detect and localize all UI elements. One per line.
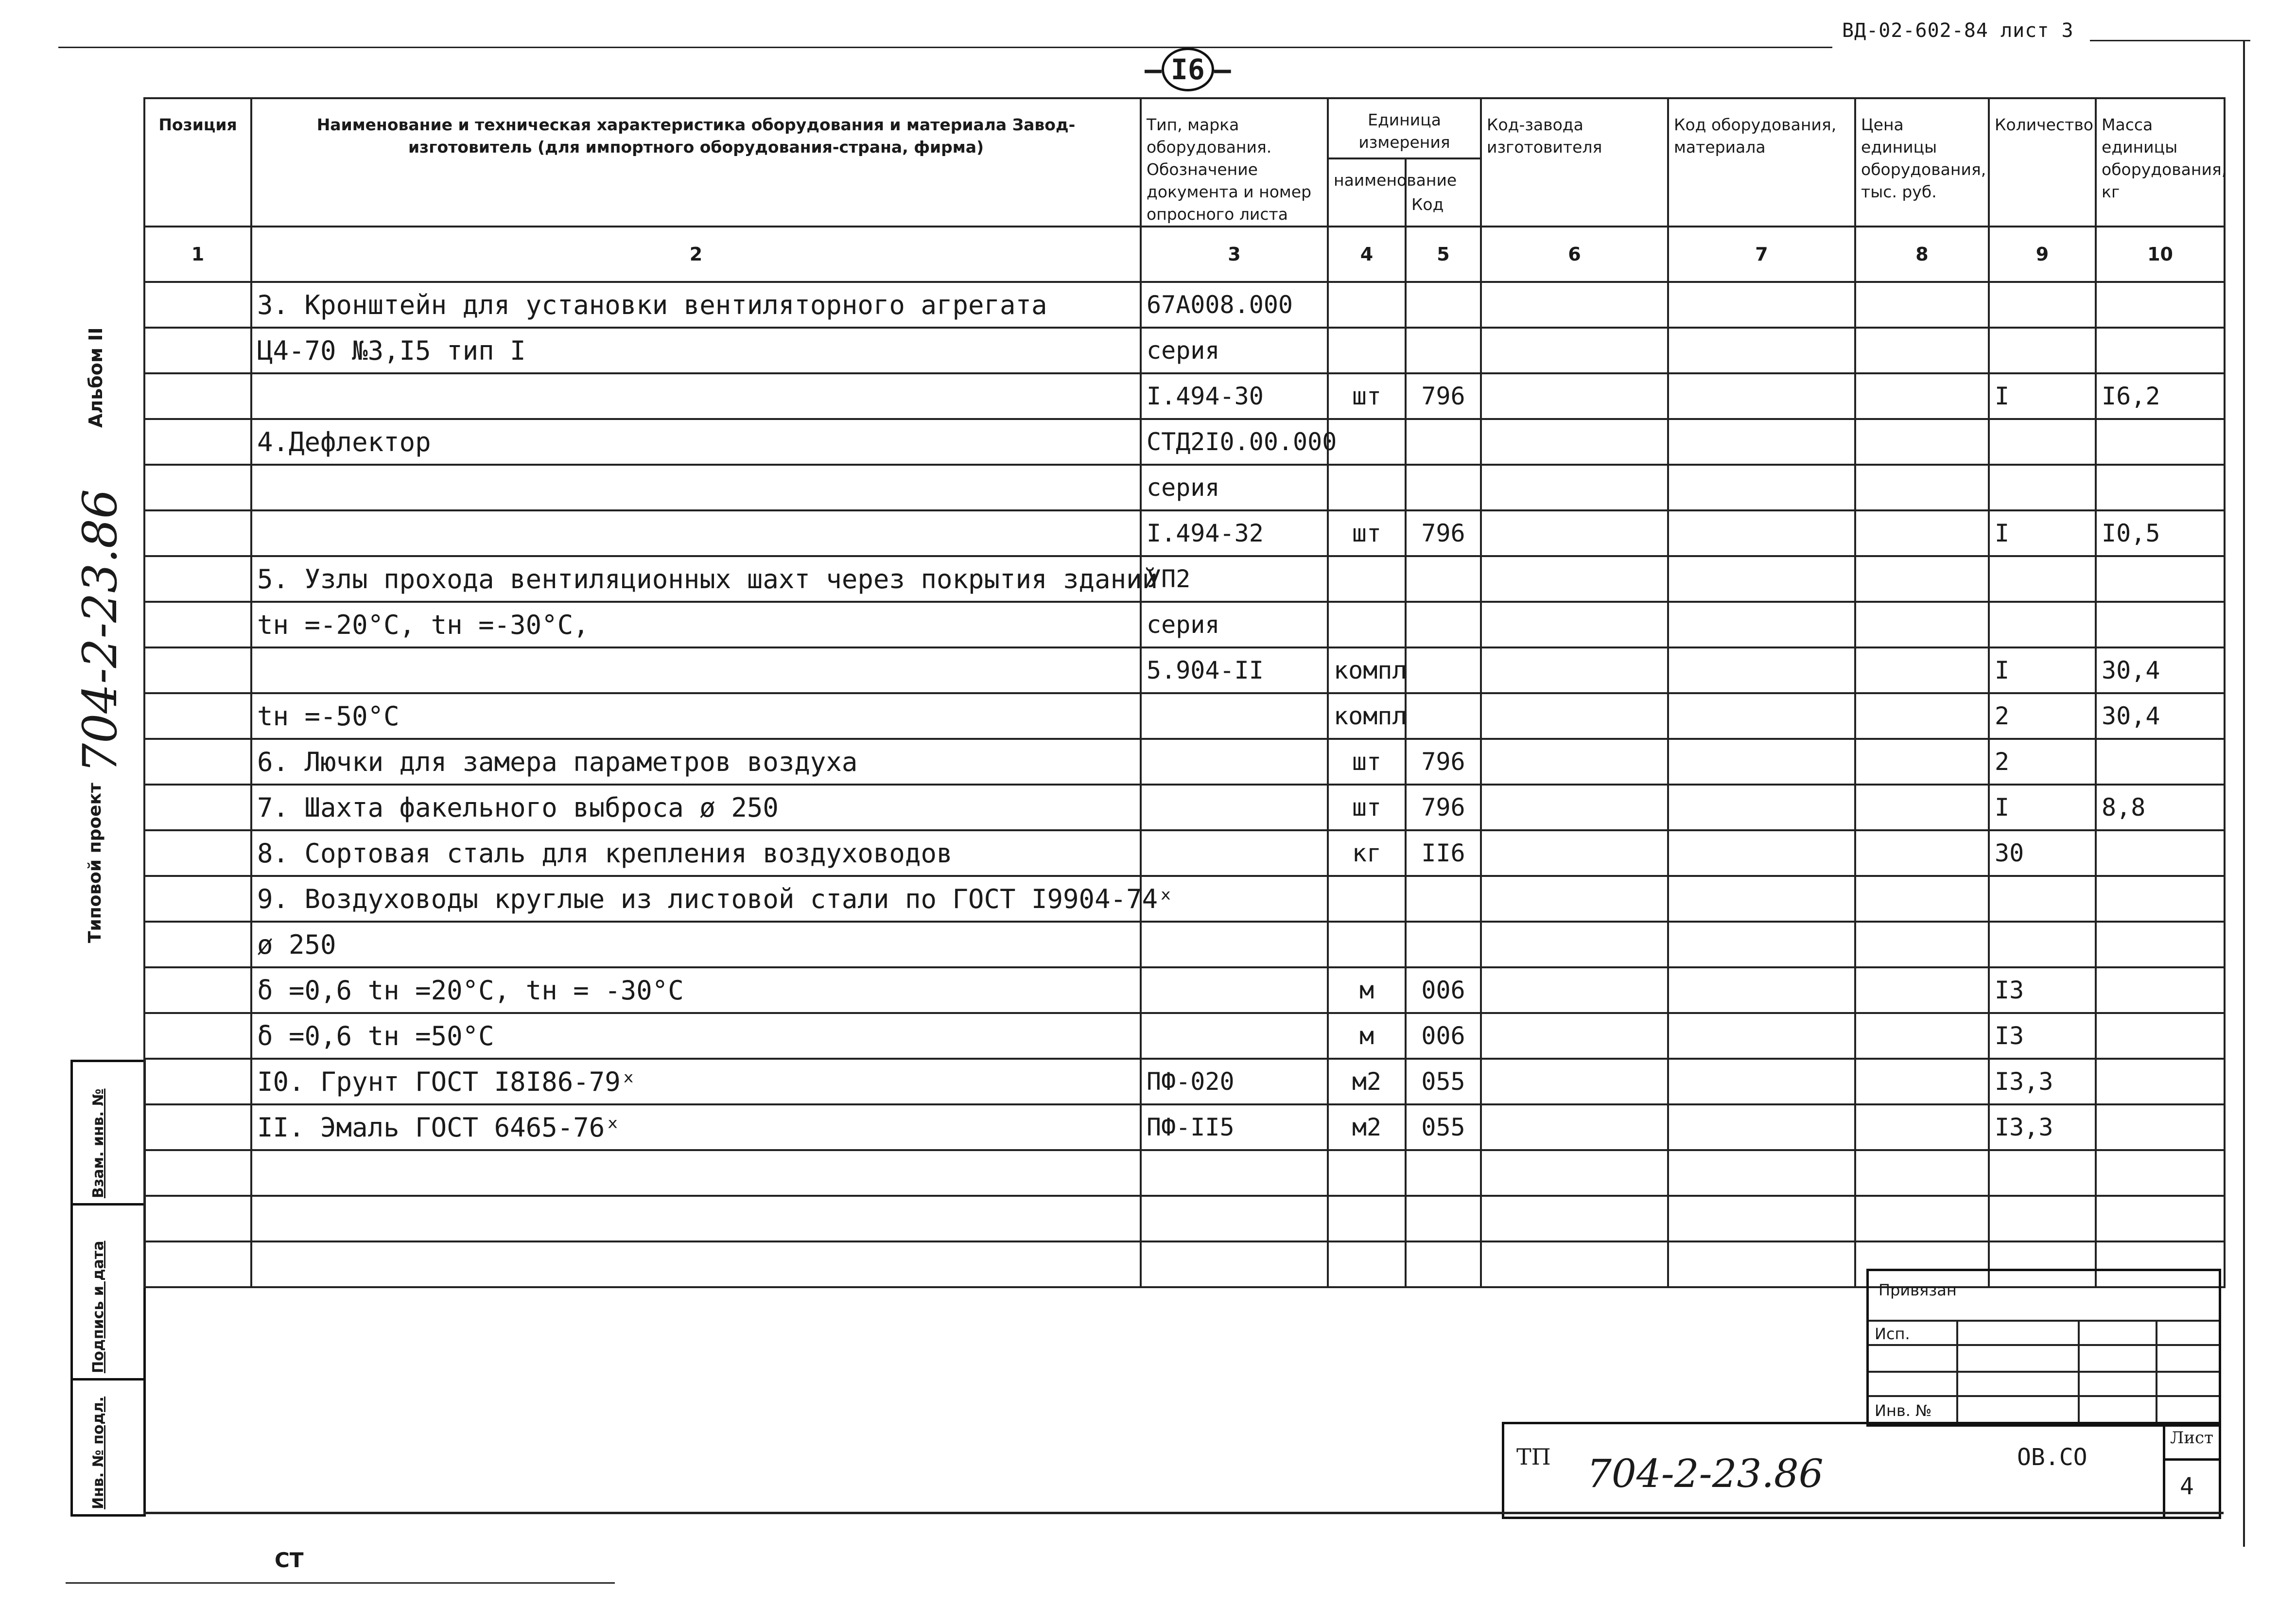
- title-tp: ТП: [1516, 1444, 1551, 1470]
- cell-unit-code: 796: [1406, 785, 1481, 830]
- header-maker-code: Код-завода изготовителя: [1481, 98, 1668, 227]
- cell-type: [1141, 1196, 1328, 1241]
- cell-unit-code: II6: [1406, 830, 1481, 876]
- cell-price: [1855, 922, 1989, 967]
- cell-maker-code: [1481, 1150, 1668, 1196]
- cell-qty: [1989, 328, 2096, 373]
- cell-unit-name: шт: [1328, 373, 1406, 419]
- col-num: 3: [1141, 227, 1328, 282]
- table-row: [144, 419, 2225, 465]
- table-row: [144, 510, 2225, 556]
- cell-position: [144, 922, 251, 967]
- cell-name: [251, 1196, 1141, 1241]
- col-num: 8: [1855, 227, 1989, 282]
- cell-maker-code: [1481, 556, 1668, 602]
- cell-price: [1855, 373, 1989, 419]
- table-row: [144, 739, 2225, 785]
- cell-price: [1855, 693, 1989, 739]
- cell-position: [144, 282, 251, 328]
- album-label: Альбом II: [85, 327, 106, 428]
- cell-unit-code: [1406, 693, 1481, 739]
- project-label: Типовой проект: [85, 783, 105, 943]
- cell-name: 9. Воздуховоды круглые из листовой стали по ГОСТ I9904-74ˣ: [251, 876, 1141, 922]
- cell-unit-name: шт: [1328, 739, 1406, 785]
- cell-equip-code: [1668, 1104, 1855, 1150]
- cell-position: [144, 967, 251, 1013]
- cell-mass: [2096, 602, 2225, 647]
- cell-type: серия: [1141, 602, 1328, 647]
- cell-unit-code: [1406, 419, 1481, 465]
- cell-qty: [1989, 282, 2096, 328]
- cell-unit-code: [1406, 647, 1481, 693]
- cell-qty: [1989, 556, 2096, 602]
- cell-equip-code: [1668, 967, 1855, 1013]
- column-number-row: [144, 227, 2225, 282]
- cell-type: [1141, 1241, 1328, 1287]
- cell-price: [1855, 876, 1989, 922]
- cell-mass: [2096, 1150, 2225, 1196]
- cell-position: [144, 373, 251, 419]
- header-unit-name: наименование: [1328, 158, 1406, 227]
- cell-name: tн =-50°С: [251, 693, 1141, 739]
- cell-unit-name: [1328, 1241, 1406, 1287]
- cell-price: [1855, 602, 1989, 647]
- cell-type: УП2: [1141, 556, 1328, 602]
- cell-mass: [2096, 419, 2225, 465]
- cell-mass: [2096, 830, 2225, 876]
- format-label: СТ: [275, 1548, 304, 1572]
- col-num: 7: [1668, 227, 1855, 282]
- cell-equip-code: [1668, 785, 1855, 830]
- cell-name: ø 250: [251, 922, 1141, 967]
- cell-position: [144, 693, 251, 739]
- cell-unit-name: компл: [1328, 693, 1406, 739]
- table-row: [144, 465, 2225, 510]
- cell-unit-name: [1328, 328, 1406, 373]
- cell-position: [144, 1013, 251, 1059]
- table-row: [144, 602, 2225, 647]
- top-rule-right: [2090, 40, 2250, 41]
- page-number-circle: I6: [1162, 48, 1214, 91]
- sheet-separator: [2165, 1458, 2219, 1461]
- cell-unit-code: [1406, 1241, 1481, 1287]
- cell-name: 8. Сортовая сталь для крепления воздуховодов: [251, 830, 1141, 876]
- margin-stamp: [70, 1060, 146, 1517]
- project-number-handwritten: 704-2-23.86: [73, 489, 127, 773]
- col-num: 4: [1328, 227, 1406, 282]
- table-row: [144, 922, 2225, 967]
- header-qty: Количество: [1989, 98, 2096, 227]
- cell-unit-code: 055: [1406, 1104, 1481, 1150]
- cell-unit-code: [1406, 876, 1481, 922]
- cell-unit-name: [1328, 465, 1406, 510]
- specification-table: [143, 97, 2227, 1252]
- cell-price: [1855, 1013, 1989, 1059]
- cell-unit-name: [1328, 1150, 1406, 1196]
- table-row: [144, 830, 2225, 876]
- cell-type: ПФ-020: [1141, 1059, 1328, 1104]
- cell-maker-code: [1481, 510, 1668, 556]
- cell-maker-code: [1481, 1104, 1668, 1150]
- margin-cell-replace: Взам. инв. №: [90, 1088, 107, 1198]
- cell-maker-code: [1481, 785, 1668, 830]
- margin-sep: [73, 1203, 143, 1206]
- cell-mass: 30,4: [2096, 693, 2225, 739]
- col-num: 10: [2096, 227, 2225, 282]
- title-project-number: 704-2-23.86: [1587, 1451, 1824, 1496]
- cell-price: [1855, 556, 1989, 602]
- cell-qty: I3,3: [1989, 1104, 2096, 1150]
- table-row: [144, 967, 2225, 1013]
- cell-unit-name: [1328, 556, 1406, 602]
- cell-unit-name: м: [1328, 967, 1406, 1013]
- cell-type: [1141, 830, 1328, 876]
- cell-position: [144, 830, 251, 876]
- cell-position: [144, 328, 251, 373]
- table-row: [144, 785, 2225, 830]
- cell-equip-code: [1668, 693, 1855, 739]
- cell-unit-code: 055: [1406, 1059, 1481, 1104]
- approval-title: Привязан: [1879, 1281, 1957, 1299]
- header-mass: Масса единицы оборудования, кг: [2096, 98, 2225, 227]
- sheet-box: [2163, 1424, 2219, 1517]
- cell-position: [144, 556, 251, 602]
- cell-name: 6. Лючки для замера параметров воздуха: [251, 739, 1141, 785]
- cell-qty: [1989, 602, 2096, 647]
- cell-qty: 2: [1989, 739, 2096, 785]
- cell-position: [144, 739, 251, 785]
- cell-position: [144, 465, 251, 510]
- cell-maker-code: [1481, 328, 1668, 373]
- document-code: ВД-02-602-84 лист 3: [1842, 19, 2074, 42]
- approval-inv: Инв. №: [1875, 1401, 1932, 1420]
- cell-qty: I3: [1989, 1013, 2096, 1059]
- cell-equip-code: [1668, 1150, 1855, 1196]
- cell-equip-code: [1668, 830, 1855, 876]
- cell-equip-code: [1668, 556, 1855, 602]
- cell-equip-code: [1668, 328, 1855, 373]
- cell-maker-code: [1481, 282, 1668, 328]
- cell-name: [251, 510, 1141, 556]
- cell-unit-name: шт: [1328, 785, 1406, 830]
- cell-price: [1855, 1196, 1989, 1241]
- col-num: 5: [1406, 227, 1481, 282]
- cell-price: [1855, 1059, 1989, 1104]
- header-name: Наименование и техническая характеристика оборудования и материала Завод-изготовитель (для импортного оборудования-страна, фирма): [251, 98, 1141, 227]
- approval-line: [1869, 1320, 2219, 1322]
- cell-qty: [1989, 419, 2096, 465]
- cell-mass: 30,4: [2096, 647, 2225, 693]
- table-row: [144, 693, 2225, 739]
- cell-price: [1855, 647, 1989, 693]
- cell-mass: [2096, 465, 2225, 510]
- title-doc-code: ОВ.СО: [2017, 1444, 2087, 1471]
- cell-price: [1855, 328, 1989, 373]
- cell-unit-name: [1328, 1196, 1406, 1241]
- cell-type: 67А008.000: [1141, 282, 1328, 328]
- cell-unit-code: [1406, 282, 1481, 328]
- table-row: [144, 1059, 2225, 1104]
- cell-type: ПФ-II5: [1141, 1104, 1328, 1150]
- cell-equip-code: [1668, 465, 1855, 510]
- cell-name: [251, 1150, 1141, 1196]
- cell-unit-name: [1328, 922, 1406, 967]
- cell-name: [251, 1241, 1141, 1287]
- cell-type: [1141, 1013, 1328, 1059]
- cell-unit-name: [1328, 602, 1406, 647]
- margin-cell-sign: Подпись и дата: [90, 1241, 107, 1373]
- cell-maker-code: [1481, 1013, 1668, 1059]
- cell-type: [1141, 785, 1328, 830]
- cell-position: [144, 1150, 251, 1196]
- cell-unit-name: м2: [1328, 1104, 1406, 1150]
- top-rule: [58, 47, 1832, 48]
- table-row: [144, 328, 2225, 373]
- cell-name: Ц4-70 №3,I5 тип I: [251, 328, 1141, 373]
- cell-type: серия: [1141, 328, 1328, 373]
- cell-price: [1855, 830, 1989, 876]
- cell-equip-code: [1668, 1059, 1855, 1104]
- bottom-rule: [143, 1512, 2224, 1514]
- cell-unit-name: кг: [1328, 830, 1406, 876]
- cell-position: [144, 647, 251, 693]
- col-num: 6: [1481, 227, 1668, 282]
- cell-equip-code: [1668, 1013, 1855, 1059]
- approval-line: [1869, 1371, 2219, 1373]
- cell-maker-code: [1481, 1196, 1668, 1241]
- cell-equip-code: [1668, 1241, 1855, 1287]
- header-unit: Единица измерения: [1328, 98, 1481, 158]
- cell-maker-code: [1481, 1241, 1668, 1287]
- cell-name: 5. Узлы прохода вентиляционных шахт через покрытия зданий: [251, 556, 1141, 602]
- table-row: [144, 647, 2225, 693]
- cell-name: 4.Дефлектор: [251, 419, 1141, 465]
- col-num: 2: [251, 227, 1141, 282]
- cell-mass: [2096, 556, 2225, 602]
- cell-position: [144, 419, 251, 465]
- cell-unit-code: 796: [1406, 373, 1481, 419]
- cell-name: δ =0,6 tн =50°С: [251, 1013, 1141, 1059]
- table-row: [144, 1196, 2225, 1241]
- cell-mass: [2096, 922, 2225, 967]
- cell-position: [144, 785, 251, 830]
- cell-unit-name: м: [1328, 1013, 1406, 1059]
- cell-qty: [1989, 1150, 2096, 1196]
- header-row: [144, 98, 2225, 158]
- cell-mass: [2096, 328, 2225, 373]
- cell-type: I.494-30: [1141, 373, 1328, 419]
- cell-maker-code: [1481, 1059, 1668, 1104]
- cell-mass: [2096, 967, 2225, 1013]
- cell-name: [251, 465, 1141, 510]
- cell-name: I0. Грунт ГОСТ I8I86-79ˣ: [251, 1059, 1141, 1104]
- cell-position: [144, 602, 251, 647]
- cell-equip-code: [1668, 1196, 1855, 1241]
- cell-type: серия: [1141, 465, 1328, 510]
- cell-name: 7. Шахта факельного выброса ø 250: [251, 785, 1141, 830]
- table-body: [144, 282, 2225, 1287]
- cell-name: II. Эмаль ГОСТ 6465-76ˣ: [251, 1104, 1141, 1150]
- cell-qty: I3,3: [1989, 1059, 2096, 1104]
- cell-maker-code: [1481, 602, 1668, 647]
- cell-mass: I0,5: [2096, 510, 2225, 556]
- approval-col: [1956, 1320, 1958, 1424]
- title-block: [1502, 1422, 2221, 1519]
- cell-name: δ =0,6 tн =20°С, tн = -30°С: [251, 967, 1141, 1013]
- header-price: Цена единицы оборудования, тыс. руб.: [1855, 98, 1989, 227]
- cell-position: [144, 876, 251, 922]
- cell-unit-name: шт: [1328, 510, 1406, 556]
- cell-maker-code: [1481, 922, 1668, 967]
- header-position: Позиция: [144, 98, 251, 227]
- cell-qty: I: [1989, 373, 2096, 419]
- cell-maker-code: [1481, 739, 1668, 785]
- cell-equip-code: [1668, 282, 1855, 328]
- cell-mass: I6,2: [2096, 373, 2225, 419]
- cell-equip-code: [1668, 373, 1855, 419]
- cell-maker-code: [1481, 693, 1668, 739]
- table-row: [144, 556, 2225, 602]
- cell-unit-code: [1406, 922, 1481, 967]
- cell-price: [1855, 419, 1989, 465]
- cell-unit-code: 006: [1406, 1013, 1481, 1059]
- cell-unit-name: компл: [1328, 647, 1406, 693]
- margin-cell-inv: Инв. № подл.: [90, 1396, 107, 1509]
- approval-line: [1869, 1344, 2219, 1346]
- cell-maker-code: [1481, 419, 1668, 465]
- cell-equip-code: [1668, 739, 1855, 785]
- cell-price: [1855, 465, 1989, 510]
- cell-unit-name: [1328, 419, 1406, 465]
- cell-unit-code: 796: [1406, 510, 1481, 556]
- header-unit-code: Код: [1406, 158, 1481, 227]
- approval-col: [2156, 1320, 2157, 1424]
- col-num: 9: [1989, 227, 2096, 282]
- cell-type: СТД2I0.00.000: [1141, 419, 1328, 465]
- cell-mass: [2096, 739, 2225, 785]
- cell-unit-name: м2: [1328, 1059, 1406, 1104]
- table-row: [144, 1104, 2225, 1150]
- cell-equip-code: [1668, 510, 1855, 556]
- cell-type: [1141, 739, 1328, 785]
- approval-col: [2078, 1320, 2080, 1424]
- cell-position: [144, 1059, 251, 1104]
- cell-qty: [1989, 1196, 2096, 1241]
- cell-qty: I: [1989, 510, 2096, 556]
- footer-rule: [66, 1582, 615, 1584]
- cell-price: [1855, 967, 1989, 1013]
- cell-price: [1855, 282, 1989, 328]
- cell-price: [1855, 510, 1989, 556]
- cell-maker-code: [1481, 373, 1668, 419]
- approval-isp: Исп.: [1875, 1325, 1910, 1343]
- cell-mass: 8,8: [2096, 785, 2225, 830]
- cell-type: [1141, 967, 1328, 1013]
- cell-qty: [1989, 876, 2096, 922]
- cell-unit-code: [1406, 465, 1481, 510]
- cell-unit-code: [1406, 602, 1481, 647]
- cell-position: [144, 1104, 251, 1150]
- table-row: [144, 1013, 2225, 1059]
- cell-type: [1141, 1150, 1328, 1196]
- right-border: [2243, 40, 2245, 1547]
- cell-mass: [2096, 1059, 2225, 1104]
- sheet-number: 4: [2180, 1473, 2194, 1500]
- cell-price: [1855, 1150, 1989, 1196]
- cell-type: [1141, 922, 1328, 967]
- cell-price: [1855, 739, 1989, 785]
- cell-maker-code: [1481, 876, 1668, 922]
- table-row: [144, 282, 2225, 328]
- cell-unit-code: [1406, 328, 1481, 373]
- cell-maker-code: [1481, 830, 1668, 876]
- cell-name: 3. Кронштейн для установки вентиляторного агрегата: [251, 282, 1141, 328]
- table-row: [144, 1150, 2225, 1196]
- cell-mass: [2096, 282, 2225, 328]
- cell-maker-code: [1481, 465, 1668, 510]
- cell-type: [1141, 693, 1328, 739]
- approval-block: [1866, 1269, 2221, 1427]
- cell-maker-code: [1481, 647, 1668, 693]
- cell-price: [1855, 1104, 1989, 1150]
- cell-mass: [2096, 1196, 2225, 1241]
- cell-type: 5.904-II: [1141, 647, 1328, 693]
- cell-unit-code: [1406, 556, 1481, 602]
- cell-mass: [2096, 1104, 2225, 1150]
- cell-position: [144, 1241, 251, 1287]
- header-type: Тип, марка оборудования. Обозначение документа и номер опросного листа: [1141, 98, 1328, 227]
- cell-position: [144, 510, 251, 556]
- cell-type: I.494-32: [1141, 510, 1328, 556]
- cell-price: [1855, 785, 1989, 830]
- cell-equip-code: [1668, 922, 1855, 967]
- cell-unit-code: 796: [1406, 739, 1481, 785]
- approval-line: [1869, 1395, 2219, 1397]
- cell-position: [144, 1196, 251, 1241]
- cell-equip-code: [1668, 876, 1855, 922]
- cell-qty: I: [1989, 647, 2096, 693]
- cell-unit-name: [1328, 282, 1406, 328]
- sheet-label: Лист: [2170, 1428, 2213, 1448]
- cell-qty: 30: [1989, 830, 2096, 876]
- cell-unit-name: [1328, 876, 1406, 922]
- cell-name: [251, 647, 1141, 693]
- cell-unit-code: [1406, 1196, 1481, 1241]
- cell-unit-code: 006: [1406, 967, 1481, 1013]
- cell-equip-code: [1668, 419, 1855, 465]
- cell-unit-code: [1406, 1150, 1481, 1196]
- header-equip-code: Код оборудования, материала: [1668, 98, 1855, 227]
- cell-maker-code: [1481, 967, 1668, 1013]
- cell-name: [251, 373, 1141, 419]
- cell-qty: I3: [1989, 967, 2096, 1013]
- cell-name: tн =-20°С, tн =-30°С,: [251, 602, 1141, 647]
- cell-equip-code: [1668, 602, 1855, 647]
- cell-qty: 2: [1989, 693, 2096, 739]
- cell-qty: I: [1989, 785, 2096, 830]
- margin-sep: [73, 1378, 143, 1381]
- cell-mass: [2096, 1013, 2225, 1059]
- cell-qty: [1989, 465, 2096, 510]
- col-num: 1: [144, 227, 251, 282]
- page-number: – I6 –: [1145, 48, 1231, 91]
- table-row: [144, 373, 2225, 419]
- cell-qty: [1989, 922, 2096, 967]
- cell-mass: [2096, 876, 2225, 922]
- table-row: [144, 876, 2225, 922]
- cell-equip-code: [1668, 647, 1855, 693]
